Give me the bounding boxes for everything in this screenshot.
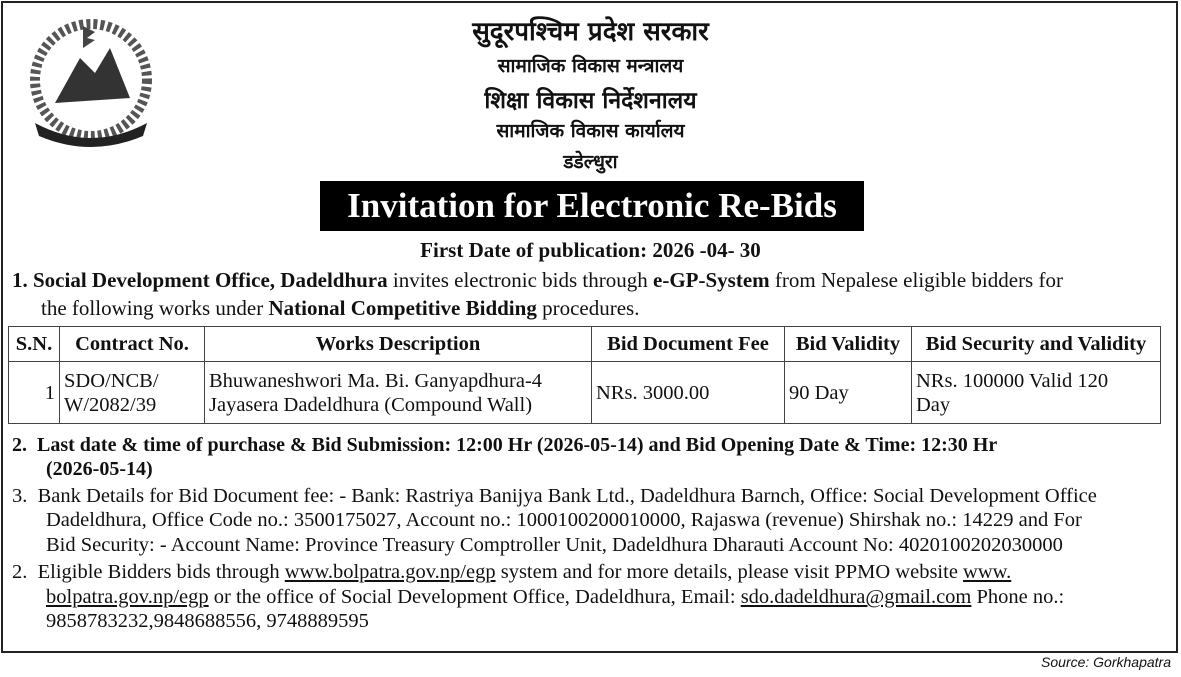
col-contract: Contract No. [60,327,205,362]
item-2-cont: (2026-05-14) [46,458,153,480]
item-4-line-2: bolpatra.gov.np/egp or the office of Social Development Office, Dadeldhura, Email: sdo.dadeldhura@gmail.com Phone no.: [46,586,1065,608]
header-ministry: सामाजिक विकास मन्त्रालय [497,55,684,77]
table-row [9,362,1161,424]
col-sn: S.N. [9,327,60,362]
header-district: डडेल्धुरा [563,151,618,173]
item-2: 2. Last date & time of purchase & Bid Submission: 12:00 Hr (2026-05-14) and Bid Opening Date & Time: 12:30 Hr [12,434,998,456]
bid-table [8,326,1161,424]
header-government: सुदूरपश्चिम प्रदेश सरकार [472,17,709,47]
cell-security: NRs. 100000 Valid 120 Day [912,362,1161,424]
cell-contract: SDO/NCB/ W/2082/39 [60,362,205,424]
col-validity: Bid Validity [785,327,912,362]
col-fee: Bid Document Fee [592,327,785,362]
publication-date: First Date of publication: 2026 -04- 30 [420,238,761,262]
item-3: 3. Bank Details for Bid Document fee: - Bank: Rastriya Banijya Bank Ltd., Dadeldhura Barnch, Office: Social Development Office [12,485,1097,507]
source-credit: Source: Gorkhapatra [1041,654,1171,670]
item-3-line-2: Dadeldhura, Office Code no.: 3500175027, Account no.: 1000100200010000, Rajaswa (revenue) Shirshak no.: 14229 and For [46,509,1082,531]
notice-title: Invitation for Electronic Re-Bids [320,181,864,231]
item-3-line-3: Bid Security: - Account Name: Province Treasury Comptroller Unit, Dadeldhura Dharauti Account No: 4020100202030000 [46,534,1063,556]
bolpatra-link[interactable]: www.bolpatra.gov.np/egp [284,561,496,583]
cell-description: Bhuwaneshwori Ma. Bi. Ganyapdhura-4 Jayasera Dadeldhura (Compound Wall) [205,362,592,424]
ppmo-link-part1[interactable]: www. [963,561,1012,583]
cell-sn: 1 [9,362,60,424]
header-directorate: शिक्षा विकास निर्देशनालय [484,88,697,114]
cell-validity: 90 Day [785,362,912,424]
ppmo-link-part2[interactable]: bolpatra.gov.np/egp [46,586,209,608]
col-description: Works Description [205,327,592,362]
cell-fee: NRs. 3000.00 [592,362,785,424]
email-link[interactable]: sdo.dadeldhura@gmail.com [740,586,972,608]
item-1: 1. Social Development Office, Dadeldhura invites electronic bids through e-GP-System from Nepalese eligible bidders for [12,268,1063,292]
item-1-cont: the following works under National Competitive Bidding procedures. [41,296,640,320]
item-4: 2. Eligible Bidders bids through www.bolpatra.gov.np/egp system and for more details, please visit PPMO website www. [12,561,1012,583]
col-security: Bid Security and Validity [912,327,1161,362]
phone-numbers: 9858783232,9848688556, 9748889595 [46,610,369,632]
header-office: सामाजिक विकास कार्यालय [496,120,685,142]
table-header-row [9,327,1161,362]
